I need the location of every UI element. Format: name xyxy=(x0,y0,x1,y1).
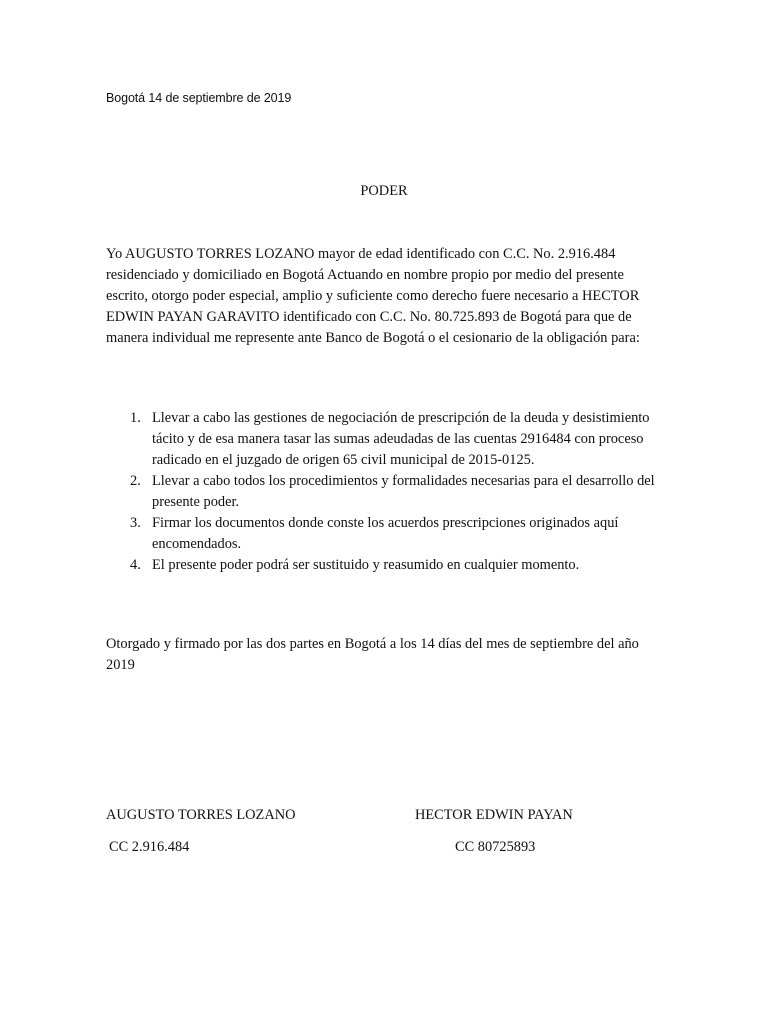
list-item xyxy=(106,555,666,576)
signature-name-left: AUGUSTO TORRES LOZANO xyxy=(106,807,296,823)
list-item-text: Firmar los documentos donde conste los acuerdos prescripciones originados aquí encomendados. xyxy=(152,515,619,552)
list-item-number: 4. xyxy=(130,557,141,573)
list-item xyxy=(106,513,666,555)
list-item-text: Llevar a cabo todos los procedimientos y formalidades necesarias para el desarrollo del presente poder. xyxy=(152,473,655,510)
list-item-number: 2. xyxy=(130,473,141,489)
list-item-number: 1. xyxy=(130,410,141,426)
numbered-list xyxy=(106,408,666,576)
list-item xyxy=(106,471,666,513)
list-item-number: 3. xyxy=(130,515,141,531)
signature-id-left: CC 2.916.484 xyxy=(109,839,190,855)
list-item-text: Llevar a cabo las gestiones de negociación de prescripción de la deuda y desistimiento tácito y de esa manera tasar las sumas adeudadas de las cuentas 2916484 con proceso radicado en el juzgado de origen 65 civil municipal de 2015-0125. xyxy=(152,410,650,468)
signature-id-right: CC 80725893 xyxy=(455,839,536,855)
closing-paragraph: Otorgado y firmado por las dos partes en Bogotá a los 14 días del mes de septiembre del año 2019 xyxy=(106,636,639,673)
list-item-text: El presente poder podrá ser sustituido y reasumido en cualquier momento. xyxy=(152,557,580,573)
list-item xyxy=(106,408,666,471)
intro-paragraph: Yo AUGUSTO TORRES LOZANO mayor de edad identificado con C.C. No. 2.916.484 residenciado y domiciliado en Bogotá Actuando en nombre propio por medio del presente escrito, otorgo poder especial, amplio y suficiente como derecho fuere necesario a HECTOR EDWIN PAYAN GARAVITO identificado con C.C. No. 80.725.893 de Bogotá para que de manera individual me represente ante Banco de Bogotá o el cesionario de la obligación para: xyxy=(106,246,640,346)
signature-name-right: HECTOR EDWIN PAYAN xyxy=(415,807,573,823)
date-line: Bogotá 14 de septiembre de 2019 xyxy=(106,91,292,105)
document-title: PODER xyxy=(360,183,408,199)
